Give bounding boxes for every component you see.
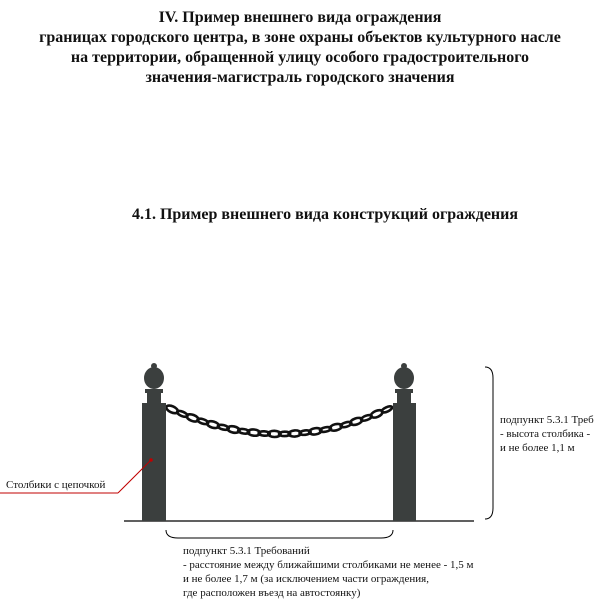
height-brace bbox=[485, 367, 493, 519]
left-post-knob bbox=[151, 363, 157, 369]
title-line-3: на территории, обращенной улицу особого градостроительного bbox=[70, 49, 530, 66]
right-post-knob bbox=[401, 363, 407, 369]
callout-label: Столбики с цепочкой bbox=[6, 479, 106, 491]
callout-dot bbox=[149, 458, 153, 462]
title-line-2: границах городского центра, в зоне охраны объектов культурного насле bbox=[39, 29, 561, 46]
height-note-line-2: - высота столбика - bbox=[500, 428, 591, 440]
height-note-line-1: подпункт 5.3.1 Треб bbox=[500, 414, 594, 426]
section-heading: 4.1. Пример внешнего вида конструкций ограждения bbox=[131, 206, 519, 223]
spacing-note-line-2: - расстояние между ближайшими столбиками не менее - 1,5 м bbox=[183, 559, 474, 571]
right-post-collar bbox=[395, 389, 413, 393]
left-post-body bbox=[142, 403, 166, 521]
spacing-brace bbox=[166, 530, 393, 538]
spacing-note-line-4: где расположен въезд на автостоянку) bbox=[183, 587, 361, 599]
left-post-collar bbox=[145, 389, 163, 393]
right-post-neck bbox=[397, 392, 411, 404]
height-note-line-3: и не более 1,1 м bbox=[500, 442, 575, 454]
chain-link bbox=[381, 405, 393, 414]
left-post-neck bbox=[147, 392, 161, 404]
right-post bbox=[393, 363, 416, 521]
right-post-finial bbox=[394, 367, 414, 389]
title-line-1: IV. Пример внешнего вида ограждения bbox=[158, 9, 442, 26]
spacing-note-line-3: и не более 1,7 м (за исключением части ограждения, bbox=[183, 573, 429, 585]
left-post-finial bbox=[144, 367, 164, 389]
right-post-body bbox=[393, 403, 416, 521]
spacing-note-line-1: подпункт 5.3.1 Требований bbox=[183, 545, 310, 557]
left-post bbox=[142, 363, 166, 521]
title-line-4: значения-магистраль городского значения bbox=[145, 69, 455, 86]
chain bbox=[165, 404, 393, 437]
